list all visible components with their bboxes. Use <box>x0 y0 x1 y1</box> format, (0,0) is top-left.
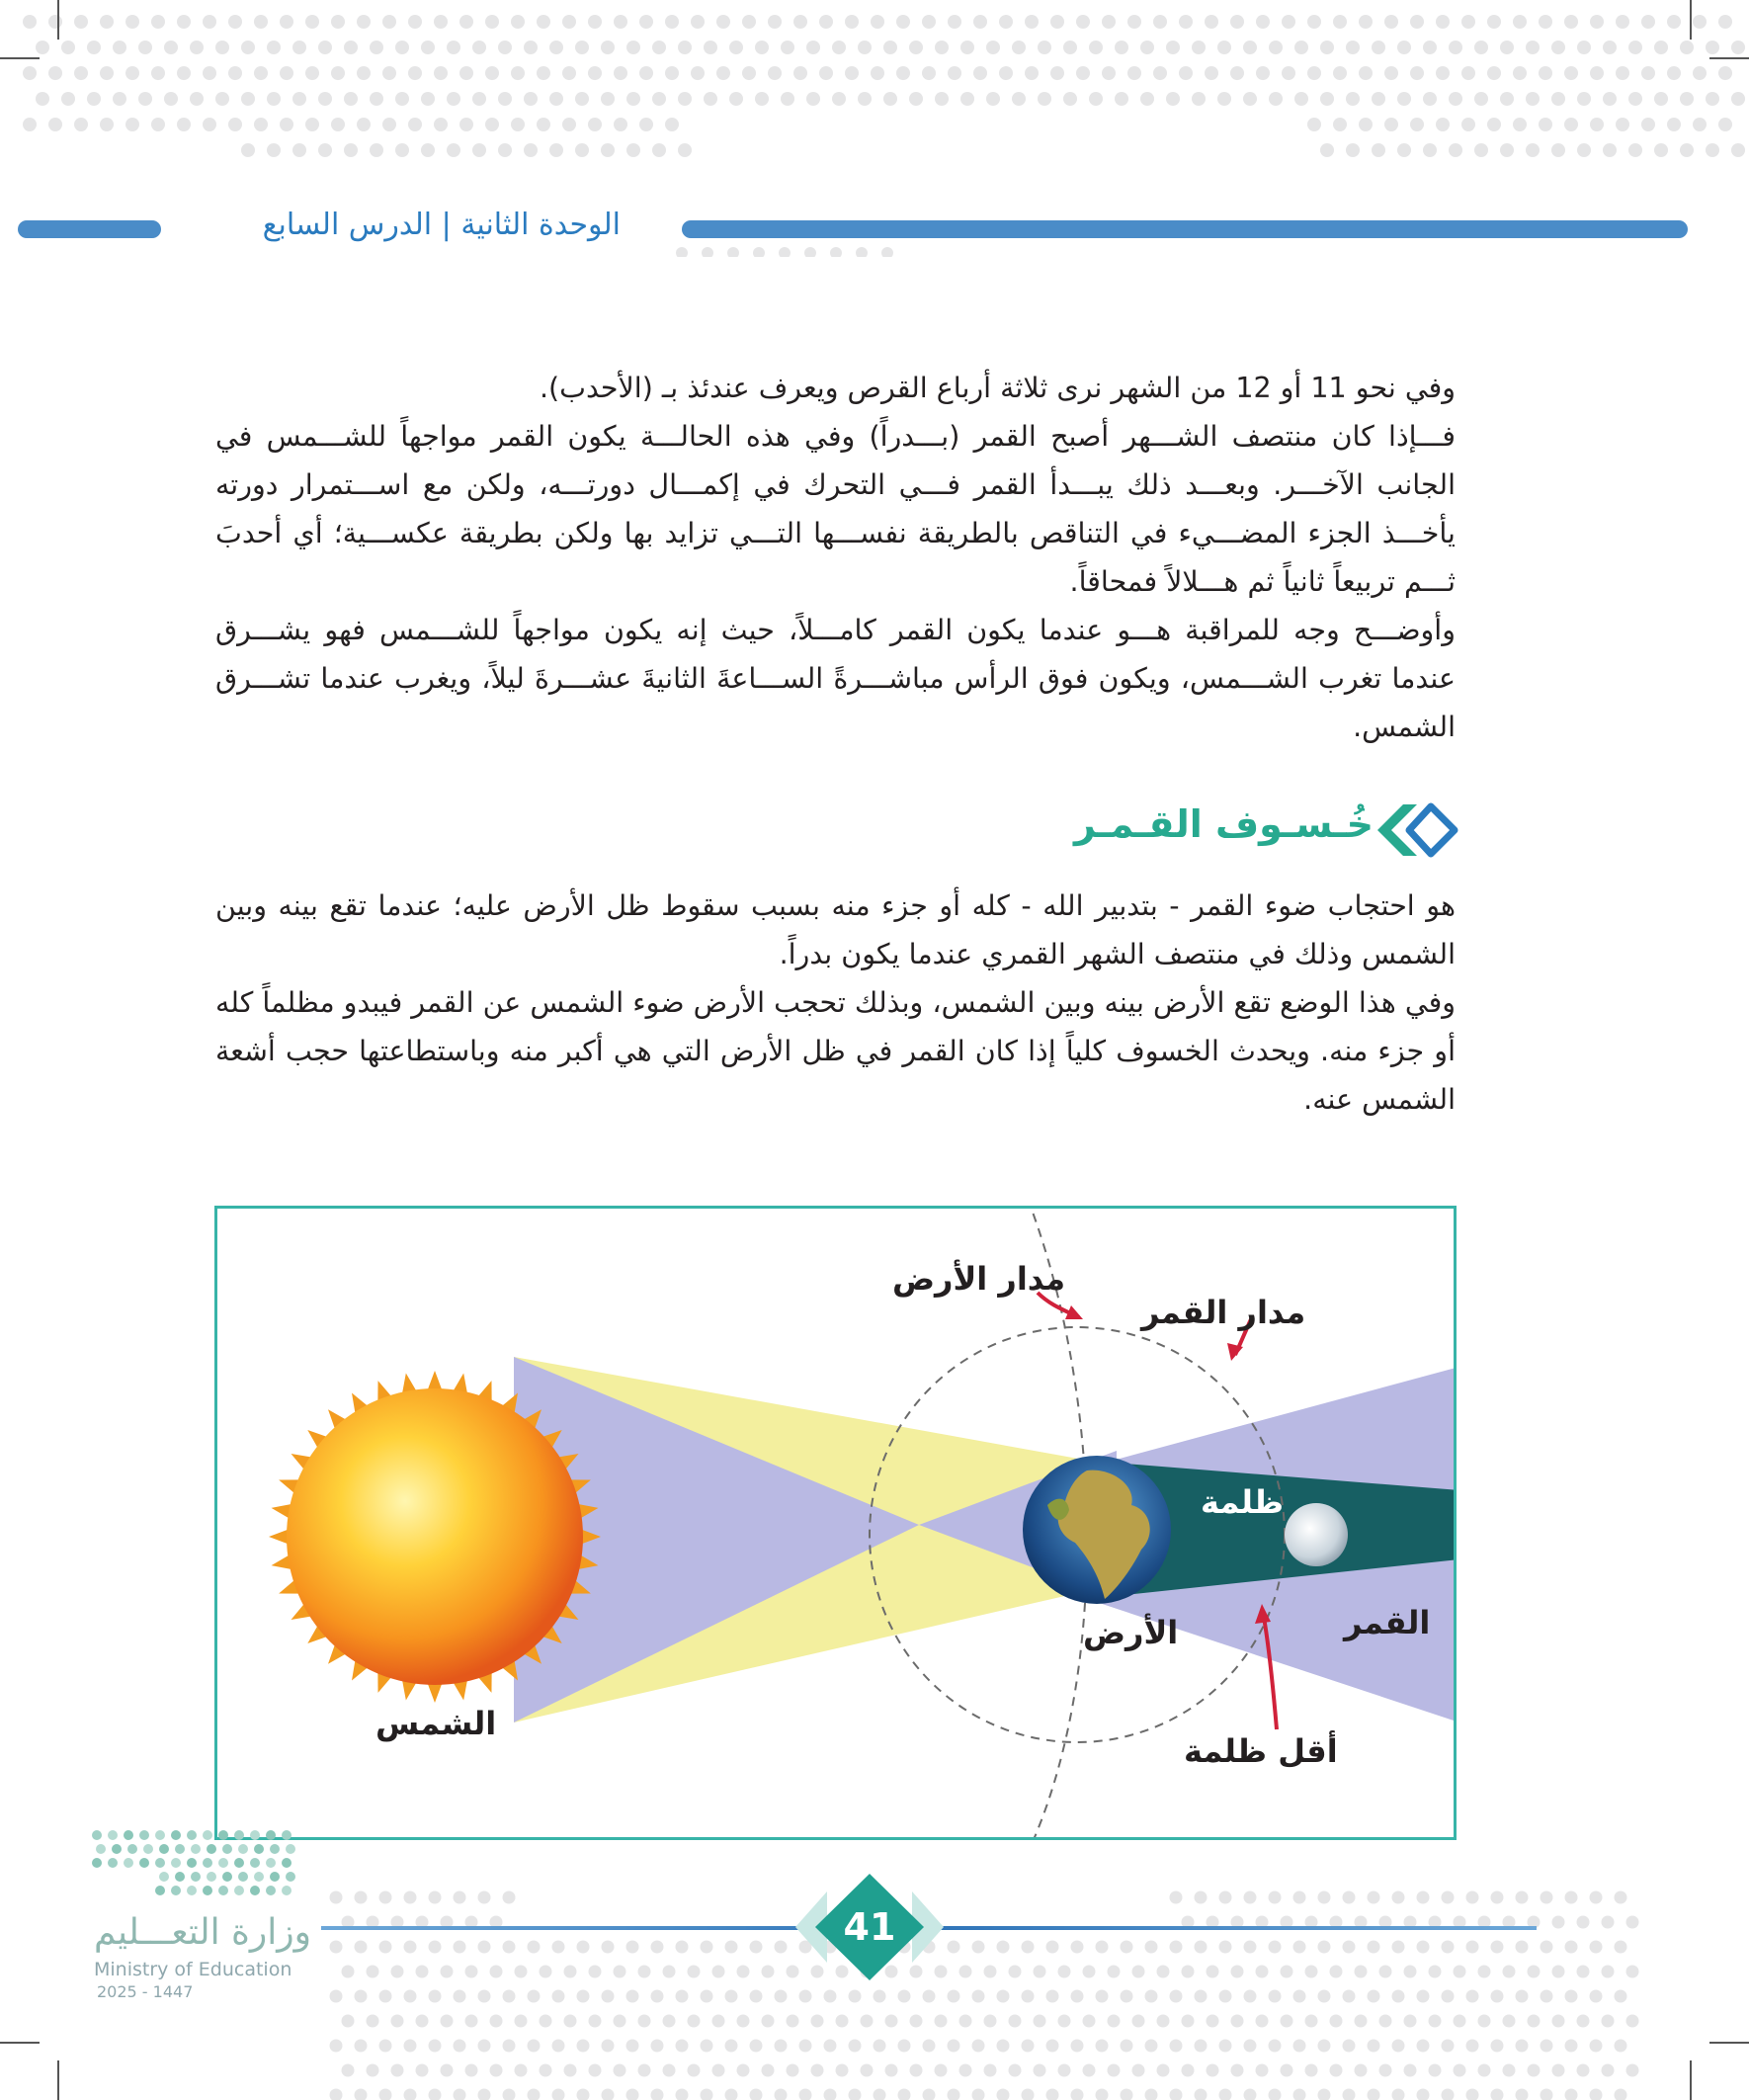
umbra-label: ظلمة <box>1201 1483 1285 1521</box>
header-bar-left <box>18 220 161 238</box>
page-number-badge <box>776 1870 963 1984</box>
crop-mark <box>0 57 40 59</box>
paragraph: هو احتجاب ضوء القمر - بتدبير الله - كله أو جزء منه بسبب سقوط ظل الأرض عليه؛ عندما تقع بينه وبين الشمس وذلك في منتصف الشهر القمري عندما يكون بدراً. <box>215 889 1456 970</box>
header-title: الوحدة الثانية | الدرس السابع <box>262 208 621 242</box>
section-title: خُـسـوف القـمـر <box>1074 802 1374 846</box>
moon <box>1285 1503 1348 1566</box>
header-bar-right <box>682 220 1688 238</box>
paragraph: وأوضـــح وجه للمراقبة هـــو عندما يكون القمر كامـــلاً، حيث إنه يكون مواجهاً للشـــمس فهو يشـــرق عندما تغرب الشـــمس، ويكون فوق الرأس مباشـــرةً الســـاعةَ الثانيةَ عشـــرةَ ليلاً، ويغرب عندما تشـــرق الشمس. <box>215 614 1456 743</box>
intro-text <box>215 364 1456 751</box>
ministry-name-ar: وزارة التعـــليم <box>94 1912 312 1953</box>
sun-label: الشمس <box>375 1705 497 1742</box>
diamond-icon <box>1366 798 1459 862</box>
paragraph: فـــإذا كان منتصف الشـــهر أصبح القمر (بـــدراً) وفي هذه الحالـــة يكون القمر مواجهاً للشـــمس في الجانب الآخـــر. وبعـــد ذلك يبـــدأ القمر فـــي التحرك في إكمـــال دورتـــه، ولكن مع اســـتمرار دورته يأخـــذ الجزء المضـــيء في التناقص بالطريقة نفســـها التـــي تزايد بها ولكن بطريقة عكســـية؛ أي أحدبَ ثـــم تربيعاً ثانياً ثم هـــلالاً فمحاقاً. <box>215 420 1456 598</box>
ministry-name-en: Ministry of Education <box>94 1959 292 1980</box>
eclipse-text <box>215 882 1456 1124</box>
lunar-eclipse-diagram <box>214 1206 1457 1840</box>
crop-mark <box>1709 57 1749 59</box>
paragraph: وفي هذا الوضع تقع الأرض بينه وبين الشمس، وبذلك تحجب الأرض ضوء الشمس عن القمر فيبدو مظلماً كله أو جزء منه. ويحدث الخسوف كلياً إذا كان القمر في ظل الأرض التي هي أكبر منه وباستطاعتها حجب أشعة الشمس عنه. <box>215 986 1456 1116</box>
moon-label: القمر <box>1344 1604 1431 1641</box>
earth-orbit-label: مدار الأرض <box>892 1260 1066 1298</box>
crop-mark <box>1690 0 1692 40</box>
paragraph: وفي نحو 11 أو 12 من الشهر نرى ثلاثة أرباع القرص ويعرف عندئذ بـ (الأحدب). <box>539 372 1456 404</box>
penumbra-label: أقل ظلمة <box>1184 1732 1338 1770</box>
sun <box>287 1388 583 1685</box>
crop-mark <box>57 0 59 40</box>
ministry-year: 2025 - 1447 <box>97 1982 194 2001</box>
moon-orbit-label: مدار القمر <box>1141 1294 1306 1331</box>
earth-label: الأرض <box>1083 1614 1179 1651</box>
page-number: 41 <box>843 1905 896 1949</box>
